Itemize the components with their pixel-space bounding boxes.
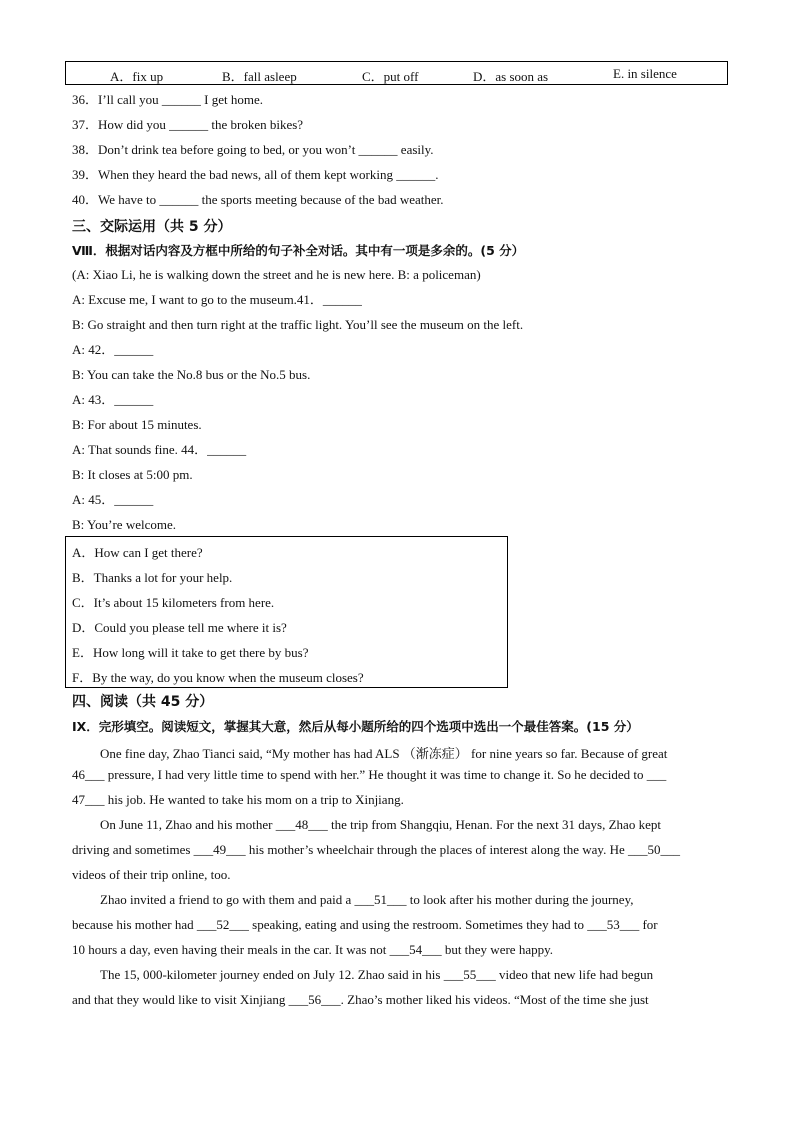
dialog-option-f: F．By the way, do you know when the museum closes? — [72, 670, 364, 685]
passage-line: On June 11, Zhao and his mother ___48___ the trip from Shangqiu, Henan. For the next 31 days, Zhao kept — [100, 817, 661, 832]
dialog-line: A: 45．______ — [72, 492, 154, 507]
question-38: 38．Don’t drink tea before going to bed, or you won’t ______ easily. — [72, 142, 434, 157]
passage-line: Zhao invited a friend to go with them and paid a ___51___ to look after his mother during the journey, — [100, 892, 634, 907]
dialog-option-a: A．How can I get there? — [72, 545, 203, 560]
word-option-e: E. in silence — [613, 66, 677, 81]
passage-line: and that they would like to visit Xinjiang ___56___. Zhao’s mother liked his videos. “Most of the time she just — [72, 992, 649, 1007]
passage-line: One fine day, Zhao Tianci said, “My mother has had ALS （渐冻症） for nine years so far. Because of great — [100, 746, 668, 761]
passage-line: 10 hours a day, even having their meals in the car. It was not ___54___ but they were happy. — [72, 942, 553, 957]
dialog-option-e: E．How long will it take to get there by bus? — [72, 645, 309, 660]
passage-line: 47___ his job. He wanted to take his mom on a trip to Xinjiang. — [72, 792, 404, 807]
passage-line: 46___ pressure, I had very little time to spend with her.” He thought it was time to change it. So he decided to ___ — [72, 767, 667, 782]
word-option-b: B．fall asleep — [222, 69, 297, 84]
dialog-option-b: B．Thanks a lot for your help. — [72, 570, 233, 585]
dialog-line: B: For about 15 minutes. — [72, 417, 202, 432]
dialog-option-c: C．It’s about 15 kilometers from here. — [72, 595, 275, 610]
section-4-title: 四、阅读（共 45 分） — [72, 694, 214, 710]
dialog-line: B: It closes at 5:00 pm. — [72, 467, 193, 482]
passage-line: The 15, 000-kilometer journey ended on July 12. Zhao said in his ___55___ video that new life had begun — [100, 967, 654, 982]
dialog-option-d: D．Could you please tell me where it is? — [72, 620, 287, 635]
section-3-title: 三、交际运用（共 5 分） — [72, 219, 232, 235]
dialog-context: (A: Xiao Li, he is walking down the street and he is new here. B: a policeman) — [72, 267, 481, 282]
word-options-box — [65, 61, 728, 85]
question-37: 37．How did you ______ the broken bikes? — [72, 117, 304, 132]
dialog-line: B: Go straight and then turn right at the traffic light. You’ll see the museum on the left. — [72, 317, 524, 332]
word-option-d: D．as soon as — [473, 69, 549, 84]
dialog-line: A: Excuse me, I want to go to the museum.41．______ — [72, 292, 362, 307]
word-option-a: A．fix up — [110, 69, 164, 84]
word-option-c: C．put off — [362, 69, 419, 84]
passage-line: because his mother had ___52___ speaking, eating and using the restroom. Sometimes they had to ___53___ for — [72, 917, 658, 932]
passage-line: videos of their trip online, too. — [72, 867, 231, 882]
dialog-line: B: You’re welcome. — [72, 517, 176, 532]
question-39: 39．When they heard the bad news, all of them kept working ______. — [72, 167, 439, 182]
question-36: 36．I’ll call you ______ I get home. — [72, 92, 263, 107]
passage-line: driving and sometimes ___49___ his mother’s wheelchair through the places of interest along the way. He ___50___ — [72, 842, 680, 857]
dialog-line: A: 42．______ — [72, 342, 154, 357]
dialog-line: A: 43．______ — [72, 392, 154, 407]
question-40: 40．We have to ______ the sports meeting because of the bad weather. — [72, 192, 444, 207]
section-8-title: Ⅷ．根据对话内容及方框中所给的句子补全对话。其中有一项是多余的。(5 分） — [72, 243, 525, 258]
dialog-options-box — [65, 536, 508, 688]
section-9-title: IX．完形填空。阅读短文，掌握其大意，然后从每小题所给的四个选项中选出一个最佳答案。(15 分） — [72, 719, 639, 734]
dialog-line: B: You can take the No.8 bus or the No.5 bus. — [72, 367, 311, 382]
dialog-line: A: That sounds fine. 44．______ — [72, 442, 247, 457]
